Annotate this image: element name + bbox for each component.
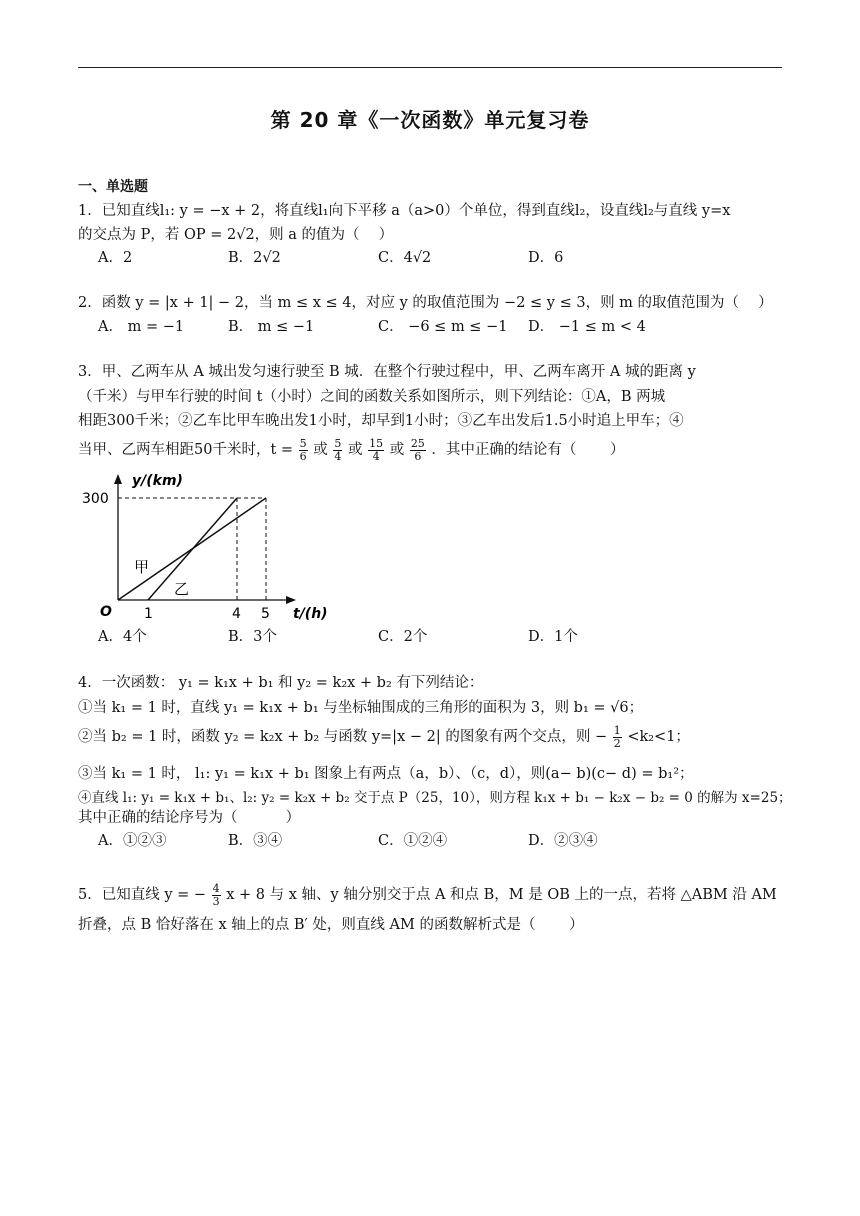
- q1-option-c[interactable]: C．4√2: [378, 250, 432, 266]
- q4-line-3-pre: ②当 b₂ = 1 时，函数 y₂ = k₂x + b₂ 与函数 y=|x − 2| 的图象有两个交点，则 −: [78, 729, 608, 745]
- section-heading: 一、单选题: [78, 179, 148, 195]
- label-yi: 乙: [174, 580, 190, 598]
- q4-fraction-half: $\frac{1}{2}$: [613, 723, 621, 750]
- q4-line-3: [78, 722, 690, 752]
- q4-line-5: ④直线 l₁: y₁ = k₁x + b₁、l₂: y₂ = k₂x + b₂ 交于点 P（25，10），则方程 k₁x + b₁ − k₂x − b₂ = 0 的解为 x=25；: [78, 790, 792, 806]
- q4-line-1: 4．一次函数： y₁ = k₁x + b₁ 和 y₂ = k₂x + b₂ 有下列结论：: [78, 675, 484, 691]
- q3-distance-time-graph: [78, 470, 348, 630]
- q2-option-a[interactable]: A． m = −1: [98, 319, 185, 335]
- q3-line-3: 相距300千米；②乙车比甲车晚出发1小时，却早到1小时；③乙车出发后1.5小时追上甲车；④: [78, 413, 684, 429]
- q4-option-a[interactable]: A．①②③: [98, 833, 167, 849]
- header-rule: [78, 67, 782, 68]
- x-tick-4: 4: [232, 606, 241, 622]
- q5-line-1: [78, 880, 777, 910]
- q5-fraction: $\frac{4}{3}$: [212, 881, 220, 908]
- q1-option-d[interactable]: D．6: [528, 250, 564, 266]
- q1-line-1: 1．已知直线l₁: y = −x + 2，将直线l₁向下平移 a（a>0）个单位，得到直线l₂，设直线l₂与直线 y=x: [78, 203, 731, 219]
- q3-option-a[interactable]: A．4个: [98, 629, 147, 645]
- q3-line-1: 3．甲、乙两车从 A 城出发匀速行驶至 B 城．在整个行驶过程中，甲、乙两车离开 A 城的距离 y: [78, 364, 696, 380]
- q1-option-a[interactable]: A．2: [98, 250, 133, 266]
- q3-line-2: （千米）与甲车行驶的时间 t（小时）之间的函数关系如图所示，则下列结论：①A，B 两城: [78, 389, 666, 405]
- q4-option-d[interactable]: D．②③④: [528, 833, 598, 849]
- x-tick-5: 5: [261, 606, 270, 622]
- label-jia: 甲: [134, 558, 150, 576]
- x-axis-arrow: [286, 596, 296, 604]
- q3-option-b[interactable]: B．3个: [228, 629, 277, 645]
- x-tick-1: 1: [144, 606, 153, 622]
- origin-label: O: [100, 604, 112, 620]
- q4-line-2: ①当 k₁ = 1 时，直线 y₁ = k₁x + b₁ 与坐标轴围成的三角形的面积为 3，则 b₁ = √6；: [78, 700, 644, 716]
- q3-fraction-1: $\frac{5}{6}$: [299, 436, 307, 463]
- q4-line-6: 其中正确的结论序号为（ ）: [78, 810, 301, 826]
- q4-line-3-post: <k₂<1；: [627, 729, 690, 745]
- q3-option-d[interactable]: D．1个: [528, 629, 578, 645]
- y-axis-label: y/(km): [132, 473, 183, 489]
- q2-option-b[interactable]: B． m ≤ −1: [228, 319, 315, 335]
- q3-option-c[interactable]: C．2个: [378, 629, 428, 645]
- q3-line-4-pre: 当甲、乙两车相距50千米时，t =: [78, 442, 294, 458]
- q4-option-c[interactable]: C．①②④: [378, 833, 448, 849]
- q5-line-1-pre: 5．已知直线 y = −: [78, 887, 207, 903]
- q1-line-2: 的交点为 P，若 OP = 2√2，则 a 的值为（ ）: [78, 227, 394, 243]
- y-axis-arrow: [114, 474, 122, 484]
- q3-line-4-post: ．其中正确的结论有（ ）: [431, 442, 625, 458]
- page-title: 第 20 章《一次函数》单元复习卷: [270, 108, 590, 132]
- q5-line-2: 折叠，点 B 恰好落在 x 轴上的点 B′ 处，则直线 AM 的函数解析式是（ ）: [78, 917, 584, 933]
- q3-fraction-2: $\frac{5}{4}$: [334, 436, 342, 463]
- q3-fraction-3: $\frac{15}{4}$: [369, 436, 384, 463]
- q2-option-d[interactable]: D． −1 ≤ m < 4: [528, 319, 646, 335]
- q4-option-b[interactable]: B．③④: [228, 833, 283, 849]
- q3-or-2: 或: [347, 442, 363, 458]
- q3-fraction-4: $\frac{25}{6}$: [410, 436, 425, 463]
- q2-option-c[interactable]: C． −6 ≤ m ≤ −1: [378, 319, 508, 335]
- q5-line-1-post: x + 8 与 x 轴、y 轴分别交于点 A 和点 B，M 是 OB 上的一点，若将 △ABM 沿 AM: [226, 887, 777, 903]
- x-axis-label: t/(h): [293, 606, 328, 622]
- q1-option-b[interactable]: B．2√2: [228, 250, 281, 266]
- q3-line-4: [78, 435, 625, 465]
- q3-or-3: 或: [389, 442, 405, 458]
- q4-line-4: ③当 k₁ = 1 时， l₁: y₁ = k₁x + b₁ 图象上有两点（a，b）、（c，d），则(a− b)(c− d) = b₁²；: [78, 766, 694, 782]
- y-tick-300: 300: [82, 491, 109, 507]
- line-yi: [148, 498, 237, 600]
- q2-line-1: 2．函数 y = |x + 1| − 2，当 m ≤ x ≤ 4，对应 y 的取值范围为 −2 ≤ y ≤ 3，则 m 的取值范围为（ ）: [78, 295, 773, 311]
- q3-or-1: 或: [313, 442, 328, 458]
